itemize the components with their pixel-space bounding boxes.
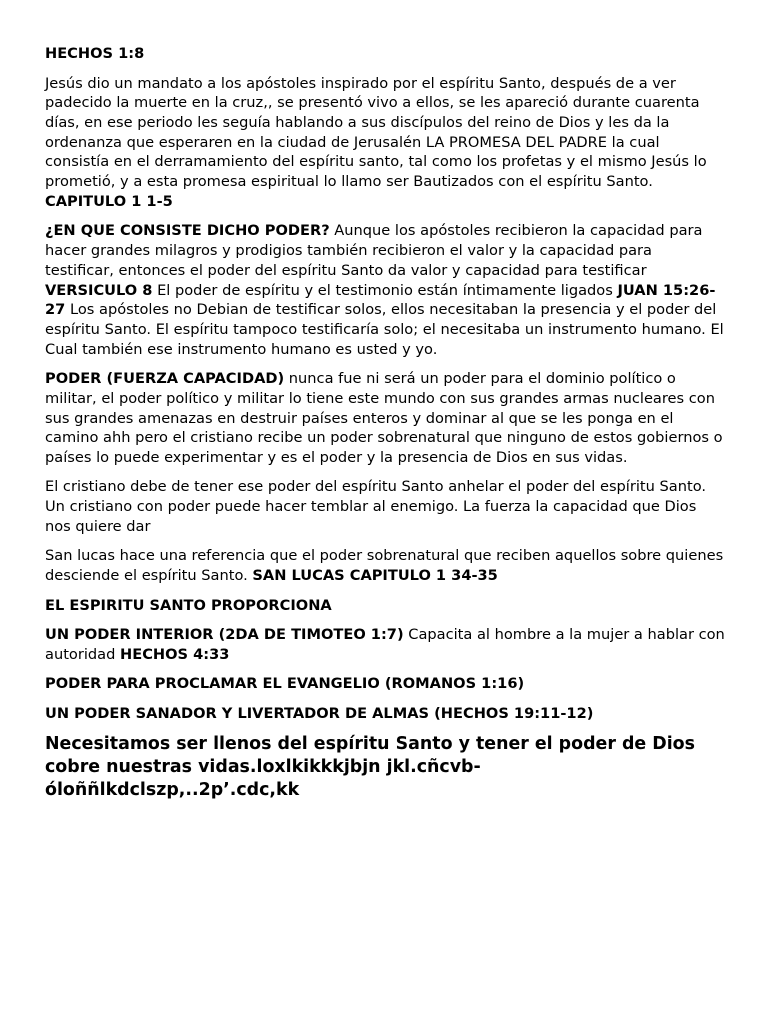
poder-question-heading: ¿EN QUE CONSISTE DICHO PODER?	[45, 222, 330, 240]
poder-question-text-1: Aunque los apóstoles recibieron la capacidad para hacer grandes milagros y prodigios también recibieron el valor y la capacidad para testificar, entonces el poder del espíritu Santo da valor y capacidad para testificar	[45, 222, 703, 279]
paragraph-san-lucas	[45, 546, 725, 585]
poder-question-text-2: El poder de espíritu y el testimonio están íntimamente ligados	[152, 281, 618, 299]
paragraph-poder-question	[45, 221, 725, 359]
heading-poder-proclamar: PODER PARA PROCLAMAR EL EVANGELIO (ROMANOS 1:16)	[45, 675, 525, 693]
san-lucas-reference: SAN LUCAS CAPITULO 1 34-35	[252, 567, 498, 585]
paragraph-intro-reference: CAPITULO 1 1-5	[45, 192, 173, 210]
poder-question-reference-1: VERSICULO 8	[45, 281, 153, 299]
paragraph-intro	[45, 74, 725, 212]
paragraph-poder-interior	[45, 625, 725, 664]
cristiano-text: El cristiano debe de tener ese poder del espíritu Santo anhelar el poder del espíritu Santo. Un cristiano con poder puede hacer temblar al enemigo. La fuerza la capacidad que Dios nos quiere dar	[45, 478, 707, 535]
poder-question-reference-2: JUAN 15:26-27	[45, 281, 716, 319]
document-heading: HECHOS 1:8	[45, 45, 145, 62]
heading-poder-sanador: UN PODER SANADOR Y LIVERTADOR DE ALMAS (HECHOS 19:11-12)	[45, 704, 594, 722]
poder-interior-reference: HECHOS 4:33	[120, 645, 230, 663]
paragraph-intro-text: Jesús dio un mandato a los apóstoles inspirado por el espíritu Santo, después de a ver padecido la muerte en la cruz,, se presentó vivo a ellos, se les apareció durante cuarenta días, en ese periodo les seguía hablando a sus discípulos del reino de Dios y les da la ordenanza que esperaren en la ciudad de Jerusalén LA PROMESA DEL PADRE la cual consistía en el derramamiento del espíritu santo, tal como los profetas y el mismo Jesús lo prometió, y a esta promesa espiritual lo llamo ser Bautizados con el espíritu Santo.	[45, 74, 707, 191]
poder-interior-heading: UN PODER INTERIOR (2DA DE TIMOTEO 1:7)	[45, 626, 404, 644]
poder-fuerza-text: nunca fue ni será un poder para el dominio político o militar, el poder político y militar lo tiene este mundo con sus grandes armas nucleares con sus grandes amenazas en destruir países enteros y dominar al que se les ponga en el camino ahh pero el cristiano recibe un poder sobrenatural que ninguno de estos gobiernos o países lo puede experimentar y es el poder y la presencia de Dios en sus vidas.	[45, 370, 723, 466]
closing-statement: Necesitamos ser llenos del espíritu Santo y tener el poder de Dios cobre nuestras vidas.loxlkikkkjbjn jkl.cñcvb-óloññlkdclszp,..2p’.cdc,kk	[45, 734, 695, 801]
poder-fuerza-heading: PODER (FUERZA CAPACIDAD)	[45, 370, 285, 388]
poder-interior-text: Capacita al hombre a la mujer a hablar con autoridad	[45, 626, 725, 663]
heading-espiritu-proporciona: EL ESPIRITU SANTO PROPORCIONA	[45, 596, 332, 614]
san-lucas-text: San lucas hace una referencia que el poder sobrenatural que reciben aquellos sobre quienes desciende el espíritu Santo.	[45, 547, 724, 585]
paragraph-cristiano	[45, 477, 725, 536]
paragraph-poder-fuerza	[45, 369, 725, 468]
document-body	[45, 44, 725, 812]
poder-question-text-3: Los apóstoles no Debian de testificar solos, ellos necesitaban la presencia y el poder del espíritu Santo. El espíritu tampoco testificaría solo; el necesitaba un instrumento humano. El Cual también ese instrumento humano es usted y yo.	[45, 301, 724, 358]
